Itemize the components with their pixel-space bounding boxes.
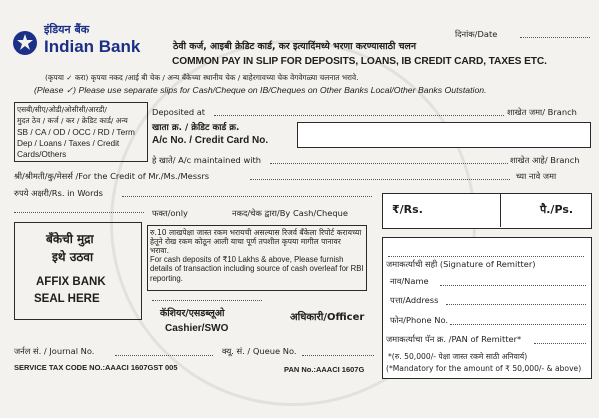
cashier-marathi: कॅशियर/एसडब्लूओ [160, 308, 225, 319]
date-label: दिनांक/Date [455, 29, 498, 39]
maintained-with-label: हे खाते/ A/c maintained with [152, 155, 262, 165]
rupees-words-field-1[interactable] [122, 196, 372, 197]
remitter-signature-line[interactable] [388, 256, 584, 257]
cash-only-label: फक्त/only [152, 208, 188, 218]
account-type-english-1: SB / CA / OD / OCC / RD / Term [17, 127, 135, 137]
account-type-english-2: Dep / Loans / Taxes / Credit [17, 138, 120, 148]
bank-name: Indian Bank [44, 37, 141, 56]
notice-english: For cash deposits of ₹10 Lakhs & above, Please furnish details of transaction including source of cash overleaf for RBI reporting. [150, 255, 364, 283]
remitter-phone-field[interactable] [450, 324, 586, 325]
account-type-marathi-2: मुदत ठेव / कर्ज / कर / क्रेडिट कार्ड/ अन्य [17, 116, 128, 125]
account-type-marathi-1: एसबी/सीए/ओडी/ओसीसी/आरडी/ [17, 105, 107, 114]
maintained-with-field[interactable] [270, 163, 508, 164]
remitter-pan-field[interactable] [534, 343, 586, 344]
rupees-words-label: रुपये अक्षरी/Rs. in Words [14, 188, 103, 198]
indian-bank-logo-icon [12, 30, 38, 56]
remitter-phone-label: फोन/Phone No. [390, 315, 449, 325]
amount-divider [500, 193, 501, 227]
credit-of-label: श्री/श्रीमती/कु/मेसर्स /For the Credit of Mr./Ms./Messrs [14, 171, 210, 181]
queue-field[interactable] [302, 355, 374, 356]
seal-english-1: AFFIX BANK [36, 276, 106, 288]
branch-label: शाखेत जमा/ Branch [507, 107, 577, 117]
account-no-input[interactable] [297, 122, 591, 148]
service-tax-code: SERVICE TAX CODE NO.:AAACI 1607GST 005 [14, 363, 178, 372]
account-no-english: A/c No. / Credit Card No. [152, 135, 269, 146]
bank-name-hindi: इंडियन बैंक [44, 23, 90, 36]
rs-label: ₹/Rs. [392, 203, 423, 216]
remitter-name-label: नाव/Name [390, 276, 429, 286]
title-english: COMMON PAY IN SLIP FOR DEPOSITS, LOANS, IB CREDIT CARD, TAXES ETC. [172, 56, 547, 67]
journal-label: जर्नल सं. / Journal No. [14, 346, 95, 356]
date-field[interactable] [520, 37, 590, 38]
journal-field[interactable] [115, 355, 213, 356]
account-no-marathi: खाता क्र. / क्रेडिट कार्ड क्र. [152, 123, 240, 133]
mandatory-english: (*Mandatory for the amount of ₹ 50,000/- & above) [386, 364, 582, 373]
credit-of-field[interactable] [250, 179, 510, 180]
rupees-words-field-2[interactable] [14, 212, 144, 213]
name-marathi-label: च्या नावे जमा [516, 171, 557, 181]
remitter-pan-label: जमाकर्त्याचा पॅन क्र. /PAN of Remitter* [386, 334, 522, 344]
deposited-at-label: Deposited at [152, 107, 206, 117]
branch2-label: शाखेत आहे/ Branch [510, 155, 580, 165]
officer-label: अधिकारी/Officer [290, 312, 365, 323]
pan-number: PAN No.:AAACI 1607G [284, 365, 365, 374]
queue-label: क्यू. सं. / Queue No. [222, 346, 297, 356]
instruction-marathi: (कृपया ✓ करा) कृपया नकद /आई बी चेक / अन्य बँकेच्या स्थानीय चेक / बाहेरगावच्या चेक वेगवेगळ्या चलनात भरावे. [45, 73, 359, 82]
cashier-english: Cashier/SWO [165, 323, 229, 334]
remitter-signature-label: जमाकर्त्याची सही (Signature of Remitter) [386, 259, 536, 269]
remitter-address-field[interactable] [446, 304, 586, 305]
seal-marathi-1: बँकेची मुद्रा [46, 232, 94, 246]
mandatory-marathi: *(रु. 50,000/- पेक्षा जास्त रकमे साठी अनिवार्य) [388, 352, 528, 361]
remitter-address-label: पत्ता/Address [390, 295, 439, 305]
account-type-english-3: Cards/Others [17, 149, 67, 159]
seal-marathi-2: इथे उठवा [52, 250, 94, 264]
ps-label: पै./Ps. [540, 203, 574, 216]
notice-marathi: रु.10 लाखपेक्षा जास्त रकम भरायची असल्यास रिजर्व बँकेला रिपोर्ट करायच्या हेतूने रोख रकम कोठून आली याचा पूर्ण तपशील कृपया मागील पानावर भरावा. [150, 228, 362, 255]
title-marathi: ठेवी कर्ज, आइबी क्रेडिट कार्ड, कर इत्यादिंमध्ये भरणा करण्यासाठी चलन [173, 41, 417, 52]
cashier-signature-line[interactable] [152, 300, 262, 301]
seal-english-2: SEAL HERE [34, 293, 100, 305]
cash-cheque-label: नकद/चेक द्वारा/By Cash/Cheque [232, 208, 348, 218]
remitter-name-field[interactable] [440, 285, 586, 286]
instruction-english: (Please ✓) Please use separate slips for Cash/Cheque on IB/Cheques on Other Banks Local/Other Banks Outstation. [34, 85, 487, 95]
deposited-at-field[interactable] [214, 115, 504, 116]
